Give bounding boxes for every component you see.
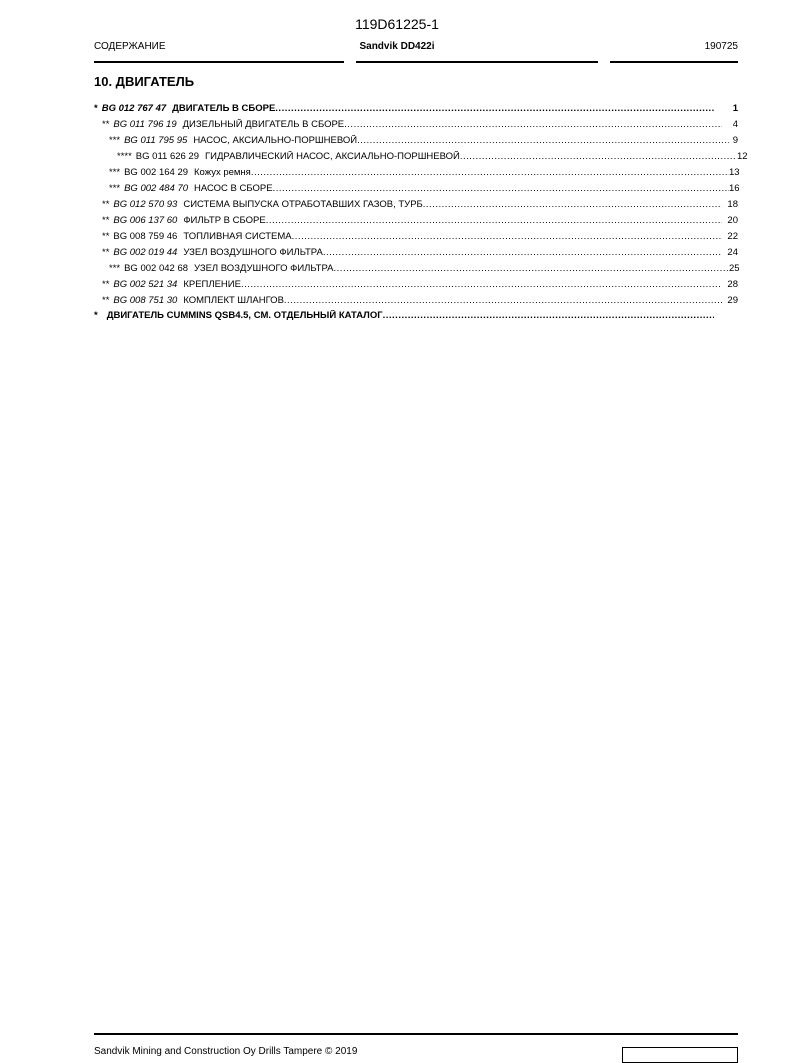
toc-page-number: 9 xyxy=(732,135,738,146)
toc-entry[interactable] xyxy=(94,147,748,163)
toc-part-code: BG 012 767 47 xyxy=(101,103,167,114)
toc-part-code: BG 008 759 46 xyxy=(113,231,178,242)
toc-level-marker: *** xyxy=(109,263,121,274)
footer-rule xyxy=(94,1033,738,1035)
toc-leader-dots xyxy=(292,231,722,243)
toc-entry-main xyxy=(94,199,722,211)
section-title: 10. ДВИГАТЕЛЬ xyxy=(94,74,195,89)
toc-entry[interactable] xyxy=(94,163,738,179)
toc-entry-main xyxy=(94,151,737,163)
toc-title: УЗЕЛ ВОЗДУШНОГО ФИЛЬТРА xyxy=(183,247,323,258)
toc-level-marker: ** xyxy=(102,119,110,130)
toc-page-number: 12 xyxy=(737,151,748,162)
header-left-label: СОДЕРЖАНИЕ xyxy=(94,41,166,52)
toc-entry[interactable] xyxy=(94,179,738,195)
toc-title: Кожух ремня xyxy=(194,167,251,178)
toc-entry[interactable] xyxy=(94,211,738,227)
header-rule-center xyxy=(356,61,598,63)
toc-entry-main xyxy=(94,103,714,115)
toc-page-number: 28 xyxy=(727,279,738,290)
toc-title: УЗЕЛ ВОЗДУШНОГО ФИЛЬТРА xyxy=(194,263,334,274)
toc-title: НАСОС, АКСИАЛЬНО-ПОРШНЕВОЙ xyxy=(193,135,358,146)
toc-part-code: BG 002 484 70 xyxy=(124,183,189,194)
toc-entry[interactable] xyxy=(94,227,738,243)
toc-leader-dots xyxy=(383,310,714,322)
toc-part-code: BG 002 521 34 xyxy=(113,279,178,290)
toc-entry-main xyxy=(94,135,729,147)
header-date-code: 190725 xyxy=(704,41,738,52)
toc-level-marker: * xyxy=(94,310,98,321)
toc-part-code: BG 002 019 44 xyxy=(113,247,178,258)
toc-title: ДВИГАТЕЛЬ В СБОРЕ xyxy=(172,103,276,114)
toc-level-marker: ** xyxy=(102,215,110,226)
toc-level-marker: *** xyxy=(109,135,121,146)
toc-entry-main xyxy=(94,310,714,322)
toc-part-code: BG 011 626 29 xyxy=(135,151,200,162)
toc-title: ДИЗЕЛЬНЫЙ ДВИГАТЕЛЬ В СБОРЕ xyxy=(182,119,345,130)
toc-leader-dots xyxy=(284,295,722,307)
toc-title: ДВИГАТЕЛЬ CUMMINS QSB4.5, СМ. ОТДЕЛЬНЫЙ КАТАЛОГ xyxy=(106,310,383,321)
toc-level-marker: **** xyxy=(117,151,132,162)
toc-entry-main xyxy=(94,167,729,179)
toc-leader-dots xyxy=(344,119,722,131)
toc-title: ГИДРАВЛИЧЕСКИЙ НАСОС, АКСИАЛЬНО-ПОРШНЕВОЙ xyxy=(205,151,460,162)
toc-leader-dots xyxy=(266,215,722,227)
toc-entry[interactable] xyxy=(94,195,738,211)
toc-page-number: 4 xyxy=(732,119,738,130)
toc-leader-dots xyxy=(460,151,737,163)
toc-title: КОМПЛЕКТ ШЛАНГОВ xyxy=(183,295,284,306)
table-of-contents xyxy=(94,99,748,322)
toc-part-code: BG 008 751 30 xyxy=(113,295,178,306)
toc-entry[interactable] xyxy=(94,275,738,291)
toc-leader-dots xyxy=(423,199,722,211)
toc-entry[interactable] xyxy=(94,307,738,322)
toc-level-marker: ** xyxy=(102,231,110,242)
toc-leader-dots xyxy=(251,167,729,179)
toc-entry-main xyxy=(94,183,729,195)
toc-entry-main xyxy=(94,215,722,227)
toc-page-number: 1 xyxy=(732,103,738,114)
toc-level-marker: *** xyxy=(109,167,121,178)
header-model: Sandvik DD422i xyxy=(359,41,435,52)
toc-leader-dots xyxy=(273,183,729,195)
toc-page-number: 16 xyxy=(729,183,740,194)
toc-page-number: 29 xyxy=(727,295,738,306)
toc-part-code: BG 002 042 68 xyxy=(124,263,189,274)
toc-page-number: 24 xyxy=(727,247,738,258)
toc-entry[interactable] xyxy=(94,291,738,307)
toc-level-marker: * xyxy=(94,103,98,114)
toc-leader-dots xyxy=(275,103,714,115)
toc-page-number: 20 xyxy=(727,215,738,226)
footer-logo xyxy=(622,1047,738,1063)
footer-copyright: Sandvik Mining and Construction Oy Drills Tampere © 2019 xyxy=(94,1046,358,1057)
toc-entry[interactable] xyxy=(94,243,738,259)
toc-entry-main xyxy=(94,231,722,243)
toc-title: ФИЛЬТР В СБОРЕ xyxy=(183,215,266,226)
toc-level-marker: ** xyxy=(102,279,110,290)
toc-leader-dots xyxy=(357,135,729,147)
toc-level-marker: *** xyxy=(109,183,121,194)
toc-title: ТОПЛИВНАЯ СИСТЕМА xyxy=(183,231,292,242)
toc-entry-main xyxy=(94,119,722,131)
toc-entry-main xyxy=(94,263,729,275)
toc-level-marker: ** xyxy=(102,199,110,210)
toc-part-code: BG 011 796 19 xyxy=(113,119,177,130)
toc-level-marker: ** xyxy=(102,247,110,258)
toc-page-number: 22 xyxy=(727,231,738,242)
toc-level-marker: ** xyxy=(102,295,110,306)
toc-leader-dots xyxy=(241,279,722,291)
toc-entry-main xyxy=(94,295,722,307)
header-rule-right xyxy=(610,61,738,63)
toc-part-code: BG 006 137 60 xyxy=(113,215,178,226)
document-number: 119D61225-1 xyxy=(355,16,439,32)
toc-entry-main xyxy=(94,247,722,259)
toc-part-code: BG 012 570 93 xyxy=(113,199,178,210)
toc-entry-main xyxy=(94,279,722,291)
toc-title: КРЕПЛЕНИЕ xyxy=(183,279,241,290)
toc-leader-dots xyxy=(334,263,729,275)
toc-entry[interactable] xyxy=(94,131,738,147)
toc-part-code: BG 002 164 29 xyxy=(124,167,189,178)
toc-title: НАСОС В СБОРЕ xyxy=(194,183,273,194)
toc-entry[interactable] xyxy=(94,259,738,275)
toc-page-number: 13 xyxy=(729,167,740,178)
toc-leader-dots xyxy=(323,247,722,259)
toc-entry[interactable] xyxy=(94,99,738,115)
toc-part-code: BG 011 795 95 xyxy=(124,135,188,146)
toc-page-number: 18 xyxy=(727,199,738,210)
toc-entry[interactable] xyxy=(94,115,738,131)
header-rule-left xyxy=(94,61,344,63)
toc-title: СИСТЕМА ВЫПУСКА ОТРАБОТАВШИХ ГАЗОВ, ТУРБ xyxy=(183,199,423,210)
toc-page-number: 25 xyxy=(729,263,740,274)
